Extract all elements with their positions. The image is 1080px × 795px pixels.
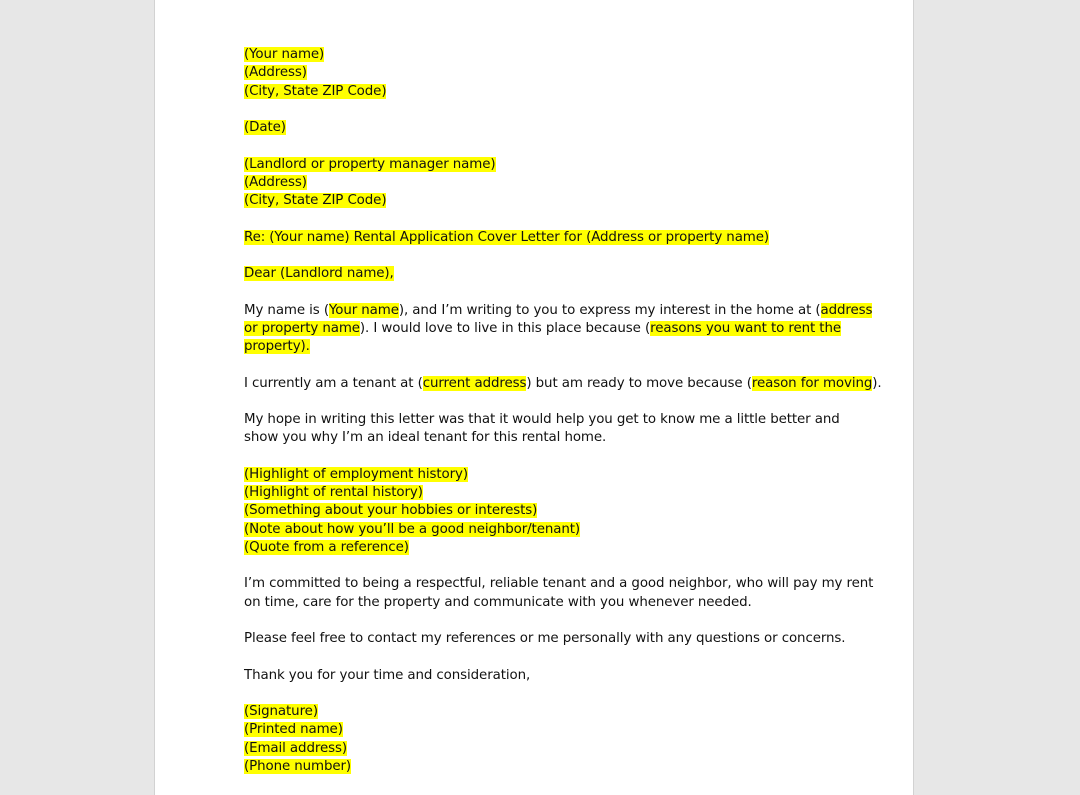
sender-block	[244, 46, 844, 101]
paragraph-line: Please feel free to contact my references or me personally with any questions or concerns.	[244, 631, 846, 646]
hope-paragraph	[244, 411, 844, 448]
closing-line: (Email address)	[244, 740, 347, 756]
paragraph-line: My name is (Your name), and I’m writing to you to express my interest in the home at (address	[244, 302, 873, 318]
subject-block	[244, 229, 844, 247]
closing-line: (Printed name)	[244, 722, 343, 738]
sender-line: (City, State ZIP Code)	[244, 83, 387, 99]
thanks-paragraph	[244, 667, 844, 685]
current-tenant-paragraph	[244, 375, 882, 393]
date-block	[244, 119, 844, 137]
highlight-item: (Quote from a reference)	[244, 539, 409, 555]
highlight-item: (Note about how you’ll be a good neighbor/tenant)	[244, 521, 580, 537]
paragraph-line: I currently am a tenant at (current address) but am ready to move because (reason for moving).	[244, 375, 882, 391]
salutation-block	[244, 265, 844, 283]
letter-body[interactable]	[244, 46, 882, 794]
paragraph-line: show you why I’m an ideal tenant for this rental home.	[244, 430, 607, 446]
highlight-item: (Highlight of rental history)	[244, 485, 423, 500]
closing-block	[244, 703, 844, 776]
subject-line: Re: (Your name) Rental Application Cover Letter for (Address or property name)	[244, 229, 770, 245]
recipient-line: (Address)	[244, 174, 307, 190]
paragraph-line: Thank you for your time and consideration,	[244, 667, 531, 683]
paragraph-line: I’m committed to being a respectful, reliable tenant and a good neighbor, who will pay my rent	[244, 576, 874, 592]
contact-paragraph	[244, 630, 844, 648]
intro-paragraph	[244, 302, 873, 357]
paragraph-line: on time, care for the property and communicate with you whenever needed.	[244, 594, 752, 610]
paragraph-line: My hope in writing this letter was that it would help you get to know me a little better and	[244, 412, 840, 427]
recipient-line: (City, State ZIP Code)	[244, 193, 387, 208]
salutation-line: Dear (Landlord name),	[244, 266, 394, 281]
highlight-item: (Something about your hobbies or interests)	[244, 503, 538, 519]
sender-line: (Address)	[244, 65, 307, 81]
paragraph-line: or property name). I would love to live in this place because (reasons you want to rent the	[244, 320, 841, 336]
highlight-item: (Highlight of employment history)	[244, 466, 468, 482]
closing-line: (Signature)	[244, 704, 318, 719]
paragraph-line: property).	[244, 339, 310, 354]
recipient-line: (Landlord or property manager name)	[244, 156, 496, 172]
document-page	[154, 0, 914, 795]
closing-line: (Phone number)	[244, 758, 352, 774]
date-line: (Date)	[244, 120, 286, 135]
highlights-block	[244, 466, 844, 557]
commitment-paragraph	[244, 575, 874, 612]
recipient-block	[244, 156, 844, 211]
sender-line: (Your name)	[244, 47, 325, 62]
